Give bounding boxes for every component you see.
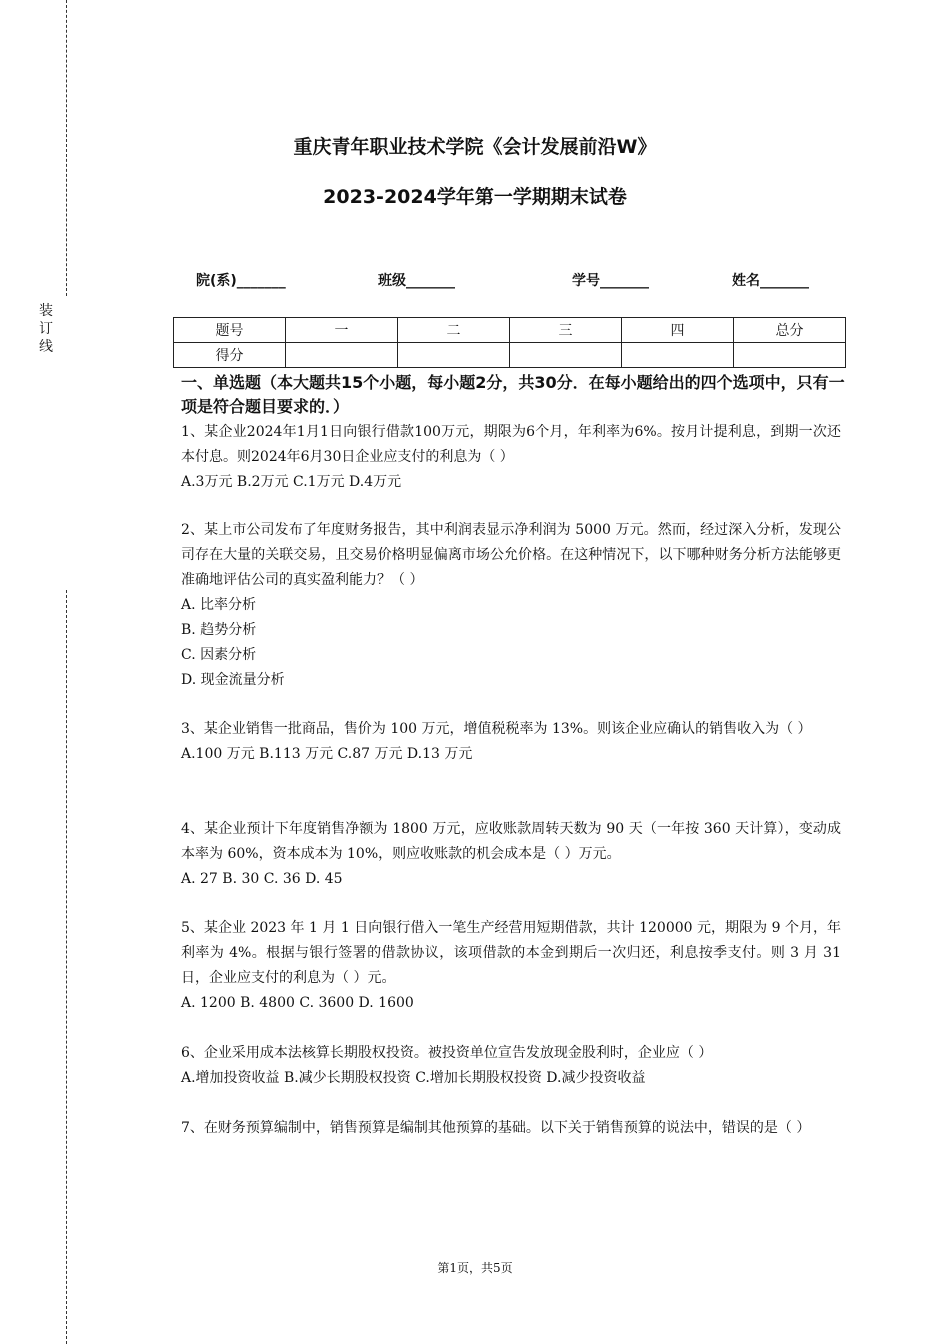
score-table-cell: 题号	[174, 318, 286, 343]
question-stem: 1、某企业2024年1月1日向银行借款100万元，期限为6个月，年利率为6%。按月计提利息，到期一次还本付息。则2024年6月30日企业应支付的利息为（ ）	[181, 424, 841, 465]
section-heading: 一、单选题（本大题共15个小题，每小题2分，共30分．在每小题给出的四个选项中，只有一项是符合题目要求的．）	[181, 373, 845, 416]
question-option: B. 趋势分析	[181, 622, 257, 638]
question-stem: 6、企业采用成本法核算长期股权投资。被投资单位宣告发放现金股利时，企业应（ ）	[181, 1045, 713, 1061]
question-3	[181, 717, 841, 767]
question-option: C. 因素分析	[181, 647, 257, 663]
exam-subtitle: 2023-2024学年第一学期期末试卷	[323, 186, 627, 208]
score-table-cell: 一	[286, 318, 398, 343]
score-table-cell	[510, 343, 622, 368]
class-field: 班级_______	[378, 273, 455, 289]
question-stem: 3、某企业销售一批商品，售价为 100 万元，增值税税率为 13%。则该企业应确认的销售收入为（ ）	[181, 721, 812, 737]
question-option: A. 27 B. 30 C. 36 D. 45	[181, 871, 343, 887]
question-option: A.100 万元 B.113 万元 C.87 万元 D.13 万元	[181, 746, 473, 762]
binding-label: 装订线	[39, 303, 53, 355]
exam-title: 重庆青年职业技术学院《会计发展前沿W》	[293, 136, 657, 158]
question-option: D. 现金流量分析	[181, 672, 285, 688]
score-table-cell	[622, 343, 734, 368]
question-stem: 5、某企业 2023 年 1 月 1 日向银行借入一笔生产经营用短期借款，共计 120000 元，期限为 9 个月，年利率为 4%。根据与银行签署的借款协议，该项借款的本金到期后一次归还，利息按季支付。则 3 月 31 日，企业应支付的利息为（ ）元。	[181, 920, 841, 986]
department-field: 院(系)_______	[196, 273, 286, 289]
score-table-cell: 三	[510, 318, 622, 343]
score-table-cell: 总分	[734, 318, 846, 343]
question-stem: 2、某上市公司发布了年度财务报告，其中利润表显示净利润为 5000 万元。然而，经过深入分析，发现公司存在大量的关联交易，且交易价格明显偏离市场公允价格。在这种情况下，以下哪种财务分析方法能够更准确地评估公司的真实盈利能力？（ ）	[181, 522, 841, 588]
question-option: A. 比率分析	[181, 597, 257, 613]
question-4	[181, 817, 841, 892]
score-table-cell	[286, 343, 398, 368]
student-id-field: 学号_______	[572, 273, 649, 289]
question-7	[181, 1116, 841, 1141]
question-option: A. 1200 B. 4800 C. 3600 D. 1600	[181, 995, 414, 1011]
question-stem: 7、在财务预算编制中，销售预算是编制其他预算的基础。以下关于销售预算的说法中，错误的是（ ）	[181, 1120, 811, 1136]
question-option: A.增加投资收益 B.减少长期股权投资 C.增加长期股权投资 D.减少投资收益	[181, 1070, 646, 1086]
question-1	[181, 420, 841, 495]
score-table-cell	[398, 343, 510, 368]
score-table-header-row	[174, 318, 846, 343]
score-table	[173, 317, 846, 368]
page-footer: 第1页，共5页	[437, 1261, 513, 1275]
score-table-score-row	[174, 343, 846, 368]
question-option: A.3万元 B.2万元 C.1万元 D.4万元	[181, 474, 402, 490]
score-table-cell	[734, 343, 846, 368]
score-table-cell: 四	[622, 318, 734, 343]
question-2	[181, 518, 841, 693]
question-5	[181, 916, 841, 1016]
binding-line-bottom	[66, 590, 67, 1344]
question-stem: 4、某企业预计下年度销售净额为 1800 万元，应收账款周转天数为 90 天（一年按 360 天计算），变动成本率为 60%，资本成本为 10%，则应收账款的机会成本是（ ）万元。	[181, 821, 841, 862]
score-table-cell: 二	[398, 318, 510, 343]
question-6	[181, 1041, 841, 1091]
score-table-cell: 得分	[174, 343, 286, 368]
student-info-row	[0, 270, 950, 292]
name-field: 姓名_______	[732, 273, 809, 289]
